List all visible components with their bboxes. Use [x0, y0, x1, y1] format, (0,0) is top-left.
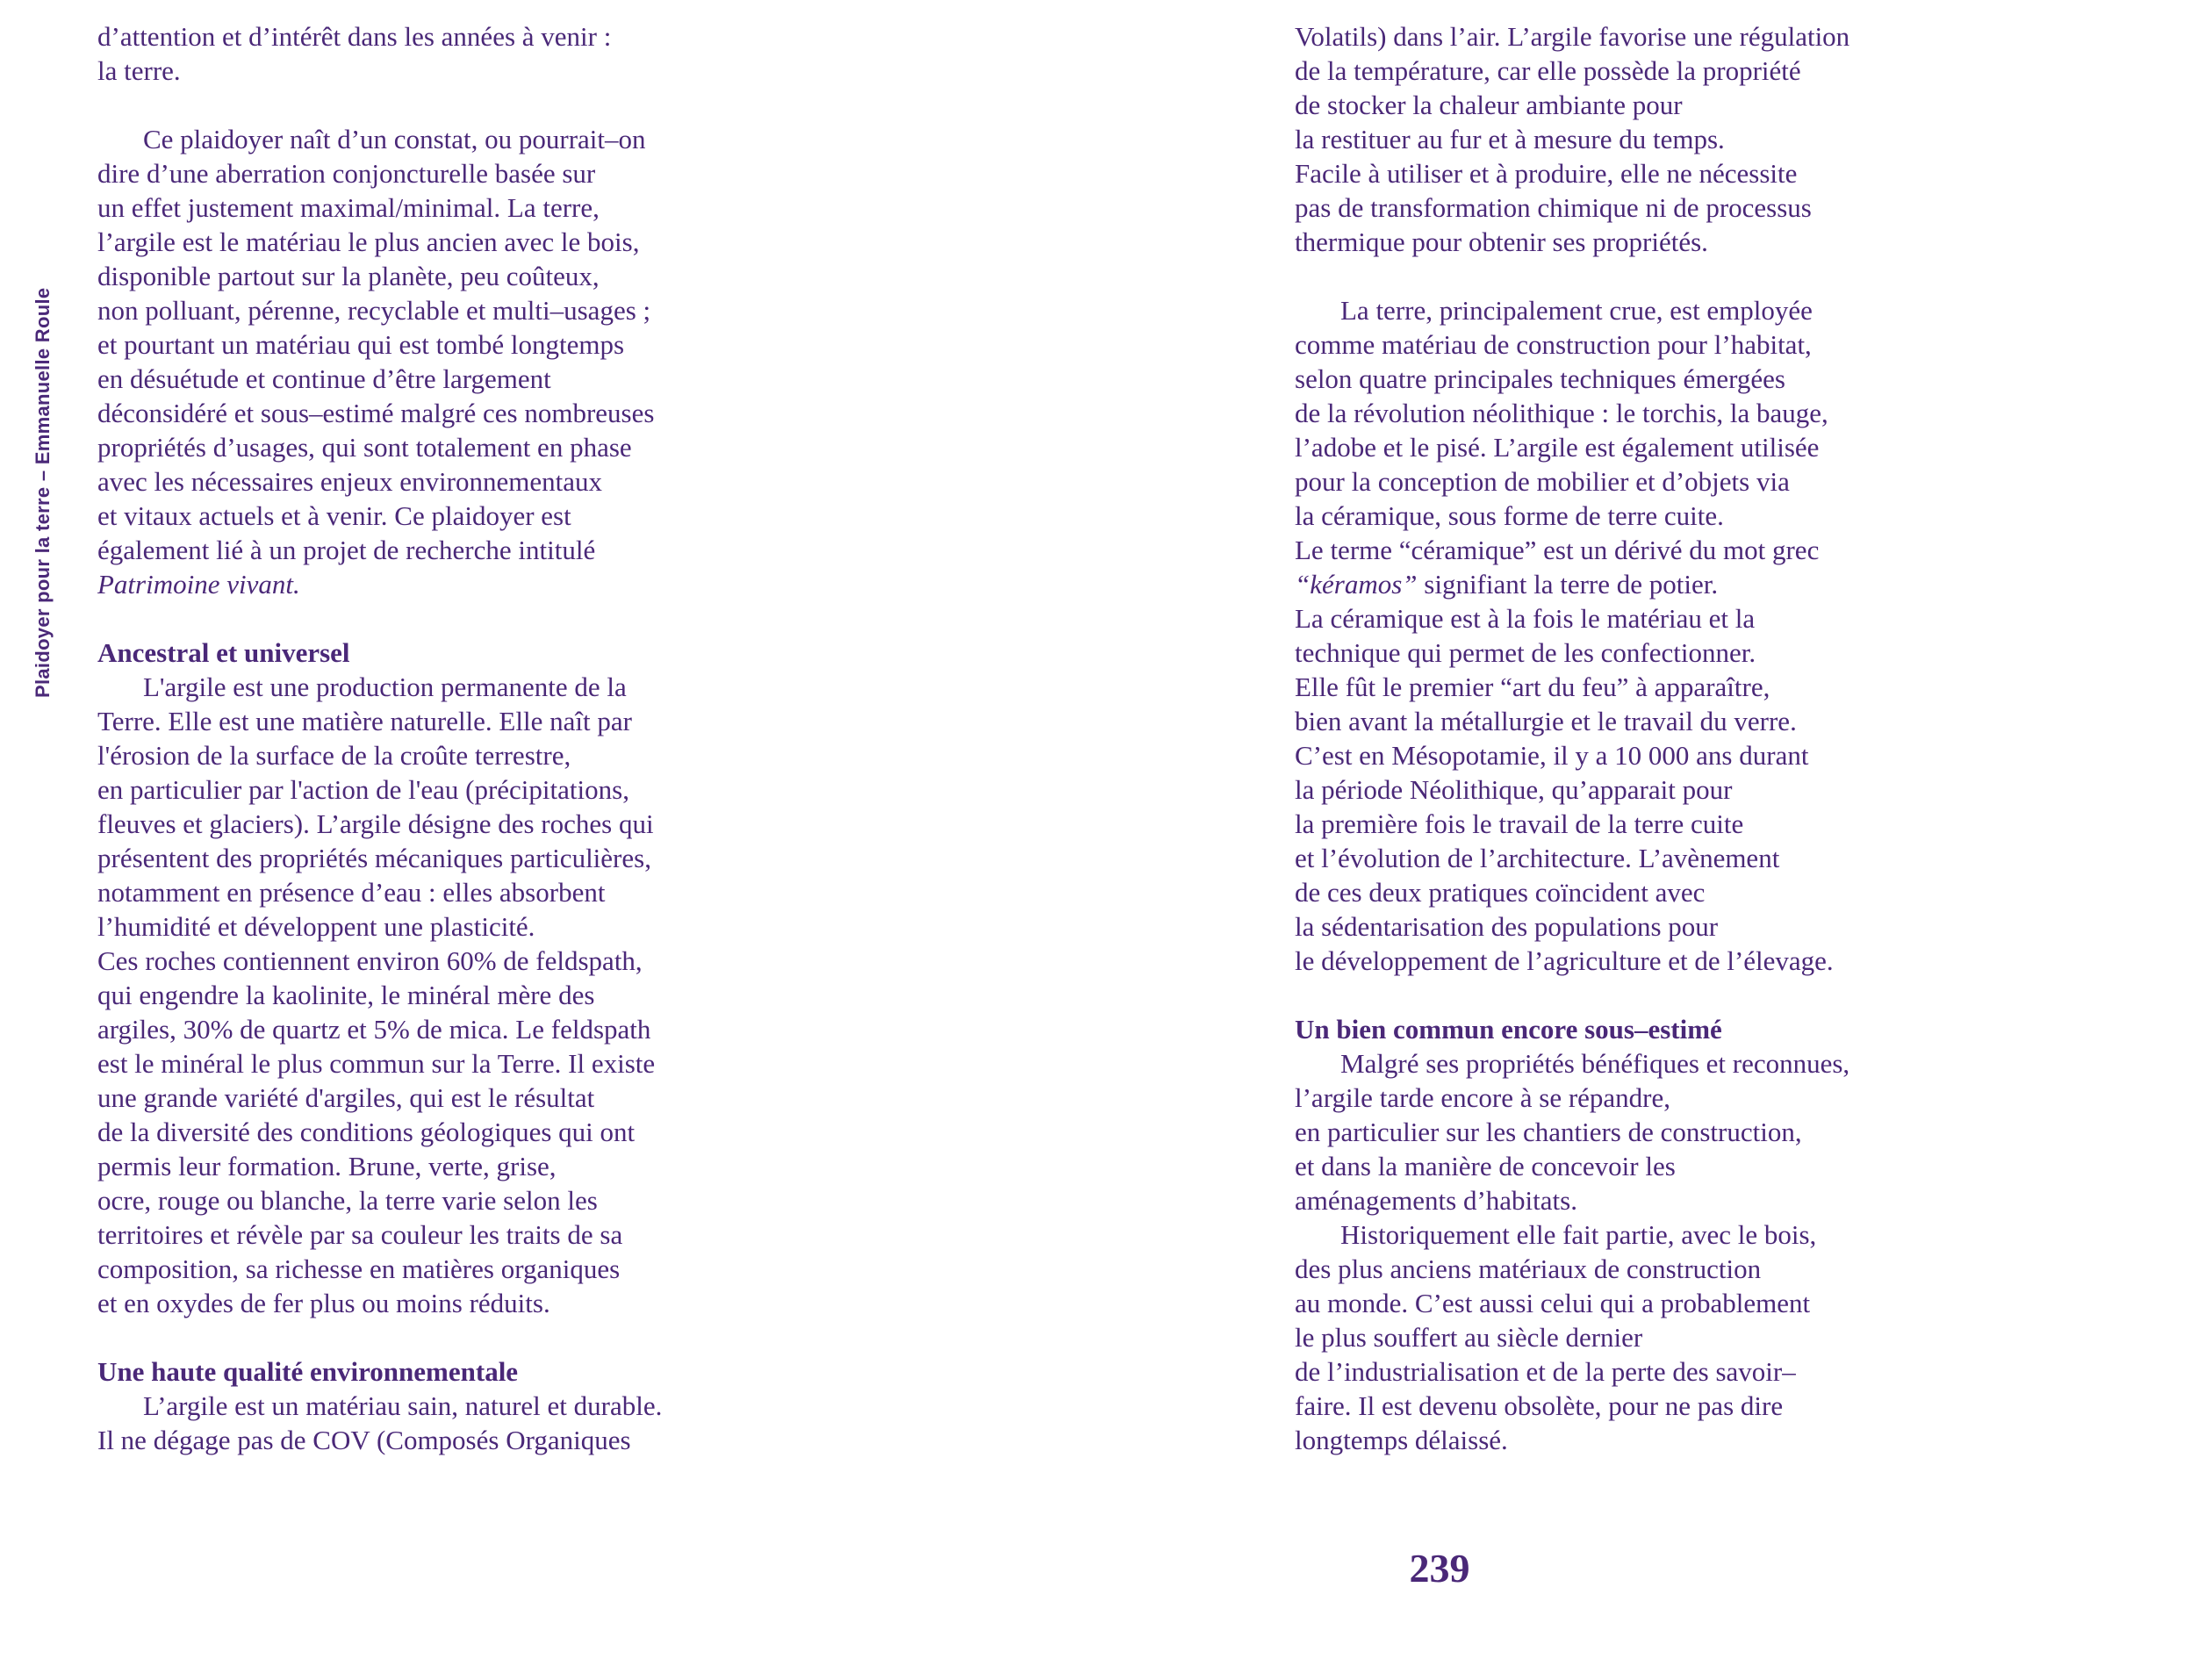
- text-line: déconsidéré et sous–estimé malgré ces nombreuses: [97, 398, 655, 428]
- section-heading: [1295, 1012, 2067, 1046]
- text-line: et vitaux actuels et à venir. Ce plaidoyer est: [97, 500, 571, 531]
- text-line: Patrimoine vivant.: [97, 569, 300, 600]
- page-number: 239: [1409, 1546, 1470, 1591]
- text-line: de l’industrialisation et de la perte des savoir–: [1295, 1356, 1796, 1387]
- text-line: La terre, principalement crue, est employée: [1340, 295, 1813, 326]
- section-heading: [97, 1354, 870, 1389]
- text-line: L'argile est une production permanente de la: [143, 672, 627, 702]
- text-line: le plus souffert au siècle dernier: [1295, 1322, 1643, 1353]
- text-line: et l’évolution de l’architecture. L’avènement: [1295, 843, 1780, 873]
- text-line: fleuves et glaciers). L’argile désigne des roches qui: [97, 808, 654, 839]
- text-line: la restituer au fur et à mesure du temps.: [1295, 124, 1725, 154]
- left-column: [97, 19, 870, 1457]
- text-line: l’argile tarde encore à se répandre,: [1295, 1082, 1671, 1113]
- text-line: en particulier par l'action de l'eau (précipitations,: [97, 774, 629, 805]
- text-line: notamment en présence d’eau : elles absorbent: [97, 877, 606, 908]
- paragraph: [1295, 293, 2067, 978]
- text-line: disponible partout sur la planète, peu coûteux,: [97, 261, 600, 291]
- text-line: l’argile est le matériau le plus ancien avec le bois,: [97, 226, 640, 257]
- text-line: comme matériau de construction pour l’habitat,: [1295, 329, 1812, 360]
- text-line: Ancestral et universel: [97, 637, 350, 668]
- text-line: dire d’une aberration conjoncturelle basée sur: [97, 158, 596, 189]
- right-column: [1295, 19, 2067, 1457]
- text-line: Il ne dégage pas de COV (Composés Organiques: [97, 1425, 631, 1455]
- text-line: au monde. C’est aussi celui qui a probablement: [1295, 1288, 1811, 1318]
- text-line: Volatils) dans l’air. L’argile favorise une régulation: [1295, 21, 1850, 52]
- text-line: la période Néolithique, qu’apparait pour: [1295, 774, 1733, 805]
- text-line: de ces deux pratiques coïncident avec: [1295, 877, 1706, 908]
- text-line: un effet justement maximal/minimal. La terre,: [97, 192, 600, 223]
- text-line: la terre.: [97, 55, 181, 86]
- text-line: Ce plaidoyer naît d’un constat, ou pourrait–on: [143, 124, 646, 154]
- text-line: est le minéral le plus commun sur la Terre. Il existe: [97, 1048, 656, 1079]
- paragraph: [97, 19, 870, 88]
- text-line: et pourtant un matériau qui est tombé longtemps: [97, 329, 625, 360]
- sidebar-title: Plaidoyer pour la terre – Emmanuelle Roule: [32, 287, 54, 698]
- text-line: en désuétude et continue d’être largement: [97, 363, 551, 394]
- text-line: Ces roches contiennent environ 60% de feldspath,: [97, 945, 643, 976]
- text-line: des plus anciens matériaux de construction: [1295, 1253, 1762, 1284]
- text-line: pas de transformation chimique ni de processus: [1295, 192, 1812, 223]
- text-line: Un bien commun encore sous–estimé: [1295, 1014, 1722, 1045]
- paragraph: [97, 122, 870, 601]
- text-line: la sédentarisation des populations pour: [1295, 911, 1719, 942]
- text-line: de la diversité des conditions géologiques qui ont: [97, 1117, 636, 1147]
- text-line: la céramique, sous forme de terre cuite.: [1295, 500, 1724, 531]
- text-line: Terre. Elle est une matière naturelle. Elle naît par: [97, 706, 632, 736]
- text-line: présentent des propriétés mécaniques particulières,: [97, 843, 651, 873]
- text-line: la première fois le travail de la terre cuite: [1295, 808, 1744, 839]
- text-line: aménagements d’habitats.: [1295, 1185, 1577, 1216]
- paragraph: [1295, 1046, 2067, 1217]
- text-line: C’est en Mésopotamie, il y a 10 000 ans durant: [1295, 740, 1809, 771]
- text-line: Elle fût le premier “art du feu” à apparaître,: [1295, 672, 1770, 702]
- text-line: non polluant, pérenne, recyclable et multi–usages ;: [97, 295, 651, 326]
- text-line: L’argile est un matériau sain, naturel et durable.: [143, 1390, 663, 1421]
- text-line: qui engendre la kaolinite, le minéral mère des: [97, 980, 595, 1010]
- text-line: longtemps délaissé.: [1295, 1425, 1508, 1455]
- paragraph: [97, 1389, 870, 1457]
- text-line: Facile à utiliser et à produire, elle ne nécessite: [1295, 158, 1798, 189]
- text-line: La céramique est à la fois le matériau et la: [1295, 603, 1756, 634]
- section-heading: [97, 636, 870, 670]
- text-line: argiles, 30% de quartz et 5% de mica. Le feldspath: [97, 1014, 651, 1045]
- text-line: ocre, rouge ou blanche, la terre varie selon les: [97, 1185, 598, 1216]
- text-line: le développement de l’agriculture et de l’élevage.: [1295, 945, 1834, 976]
- text-line: de la température, car elle possède la propriété: [1295, 55, 1801, 86]
- text-line: de la révolution néolithique : le torchis, la bauge,: [1295, 398, 1828, 428]
- text-line: Historiquement elle fait partie, avec le bois,: [1340, 1219, 1817, 1250]
- text-line: thermique pour obtenir ses propriétés.: [1295, 226, 1708, 257]
- text-line: également lié à un projet de recherche intitulé: [97, 535, 596, 565]
- text-line: composition, sa richesse en matières organiques: [97, 1253, 621, 1284]
- text-line: Le terme “céramique” est un dérivé du mot grec: [1295, 535, 1820, 565]
- text-line: l'érosion de la surface de la croûte terrestre,: [97, 740, 571, 771]
- text-line: Une haute qualité environnementale: [97, 1356, 519, 1387]
- text-line: faire. Il est devenu obsolète, pour ne pas dire: [1295, 1390, 1784, 1421]
- text-line: d’attention et d’intérêt dans les années à venir :: [97, 21, 612, 52]
- text-line: propriétés d’usages, qui sont totalement en phase: [97, 432, 632, 463]
- text-line: pour la conception de mobilier et d’objets via: [1295, 466, 1790, 497]
- text-line: et en oxydes de fer plus ou moins réduits.: [97, 1288, 550, 1318]
- paragraph: [97, 670, 870, 1320]
- text-line: en particulier sur les chantiers de construction,: [1295, 1117, 1802, 1147]
- text-line: et dans la manière de concevoir les: [1295, 1151, 1676, 1181]
- text-line: avec les nécessaires enjeux environnementaux: [97, 466, 602, 497]
- text-line: territoires et révèle par sa couleur les traits de sa: [97, 1219, 623, 1250]
- text-line: Malgré ses propriétés bénéfiques et reconnues,: [1340, 1048, 1850, 1079]
- text-line: bien avant la métallurgie et le travail du verre.: [1295, 706, 1797, 736]
- paragraph: [1295, 1217, 2067, 1457]
- text-line: technique qui permet de les confectionner.: [1295, 637, 1756, 668]
- text-line: “kéramos” signifiant la terre de potier.: [1295, 569, 1719, 600]
- text-line: une grande variété d'argiles, qui est le résultat: [97, 1082, 595, 1113]
- text-line: l’humidité et développent une plasticité.: [97, 911, 535, 942]
- text-line: selon quatre principales techniques émergées: [1295, 363, 1785, 394]
- text-line: de stocker la chaleur ambiante pour: [1295, 90, 1683, 120]
- text-line: permis leur formation. Brune, verte, grise,: [97, 1151, 557, 1181]
- text-line: l’adobe et le pisé. L’argile est également utilisée: [1295, 432, 1820, 463]
- paragraph: [1295, 19, 2067, 259]
